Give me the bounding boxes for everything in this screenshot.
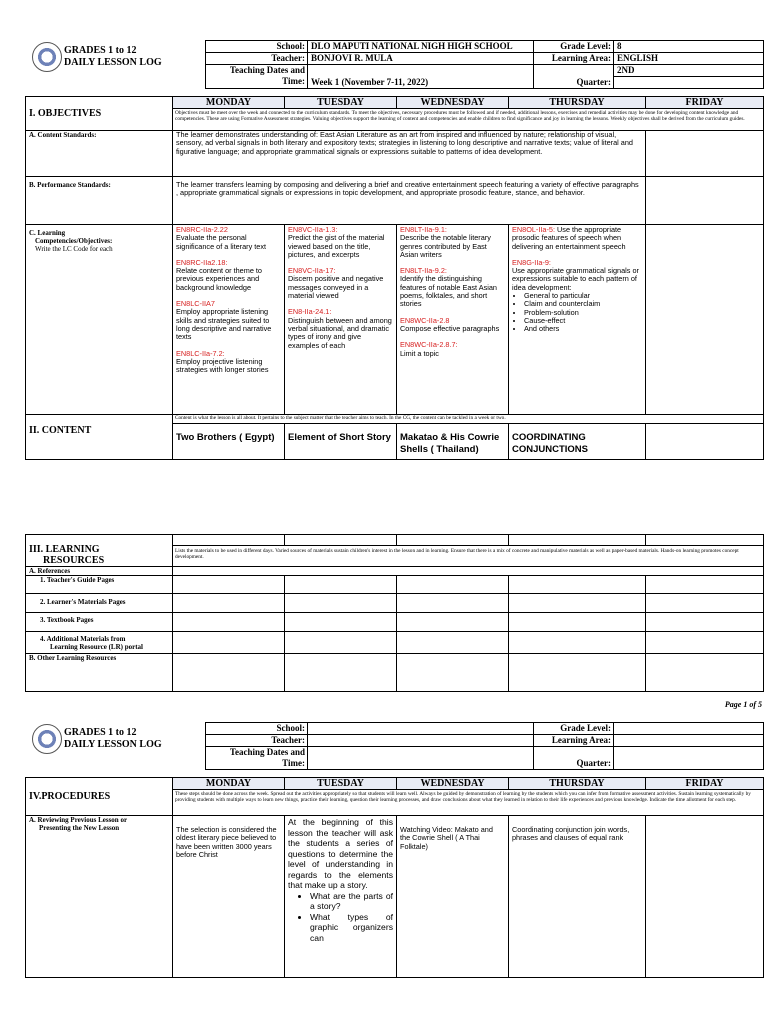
- objectives-note: Objectives must be meet over the week and connected to the curriculum standards. To meet the objectives, necessary procedures must be followed and if needed, additional lessons, exercises and remedial activities may be done for developing content knowledge and competencies. These are using Formative Assessment strategies. Valuing objectives support the learning of content and competencies and enable children to find significance and joy in learning the lessons. Weekly objectives shall be derived from the curriculum guides.: [173, 109, 764, 131]
- lc-text: Employ projective listening strategies with longer stories: [176, 356, 269, 375]
- procedures-note: These steps should be done across the week. Spread out the activities appropriately so that students will learn well. Always be guided by demonstration of learning by the students which you can infer from formative assessment activities. Sustain learning systematically by providing students with multiple ways to learn new things, practice their learning, question their learning processes, and draw conclusions about what they learned in relation to their life experiences and previous knowledge. Indicate the time allotment for each step.: [173, 790, 764, 816]
- procedures-title: IV.PROCEDURES: [26, 778, 173, 816]
- quarter-value: [614, 747, 764, 770]
- competencies-label: [26, 225, 173, 415]
- lc-code: EN8G-IIa-9:: [512, 257, 551, 267]
- dates-label-line2: Time:: [282, 76, 305, 86]
- lc-text: Discern positive and negative messages conveyed in a material viewed: [288, 274, 384, 301]
- day-wednesday: WEDNESDAY: [397, 97, 509, 109]
- content-monday: Two Brothers ( Egypt): [173, 424, 285, 460]
- content-note: Content is what the lesson is all about. It pertains to the subject matter that the teacher aims to teach. In the CG, the content can be tackled in a week or two.: [173, 415, 764, 424]
- list-item: • General to particular: [524, 292, 642, 300]
- learning-area-value: [614, 735, 764, 747]
- teacher-value: BONJOVI R. MULA: [308, 53, 534, 65]
- day-thursday: THURSDAY: [509, 778, 646, 790]
- teachers-guide-label: 1. Teacher's Guide Pages: [26, 576, 173, 594]
- day-thursday: THURSDAY: [509, 97, 646, 109]
- additional-materials-1: 4. Additional Materials from: [40, 635, 126, 643]
- review-questions-list: [288, 891, 393, 944]
- lc-text: Evaluate the personal significance of a literary text: [176, 233, 267, 251]
- lc-code: EN8WC-IIa-2.8.7:: [400, 340, 458, 350]
- performance-standards-text: The learner transfers learning by composing and delivering a brief and creative entertainment speech featuring a variety of effective paragraphs , appropriate grammatical signals or expressions in topic development, and appropriate prosodic feature, stance, and behavior.: [173, 177, 646, 225]
- log-label: DAILY LESSON LOG: [64, 739, 162, 750]
- content-standards-label: A. Content Standards:: [26, 131, 173, 177]
- resources-blank: [173, 535, 285, 546]
- dates-value: [308, 747, 534, 770]
- grade-level-label: Grade Level:: [534, 723, 614, 735]
- page-number: Page 1 of 5: [724, 700, 762, 709]
- resources-blank: [285, 535, 397, 546]
- lc-code: EN8RC-IIa-2.22: [176, 225, 228, 234]
- content-standards-text: The learner demonstrates understanding of: East Asian Literature as an art from inspired and influenced by nature; relationship of visual, sensory, ad verbal signals in both literary and expository texts; strategies in listening to long descriptive and narrative texts; value of literal and figurative language; and appropriate grammatical signals or expressions suitable to patterns of idea development.: [173, 131, 646, 177]
- grades-title: [64, 727, 162, 751]
- grades-title: [64, 45, 162, 69]
- header2-info-table: [205, 722, 764, 770]
- lc-code: EN8VC-IIa-1.3:: [288, 225, 338, 234]
- resources-blank: [509, 535, 646, 546]
- competencies-label-1: C. Learning: [29, 229, 66, 237]
- teacher-value: [308, 735, 534, 747]
- objectives-table: [25, 96, 764, 460]
- objectives-title: I. OBJECTIVES: [26, 97, 173, 131]
- content-friday: [646, 424, 764, 460]
- content-thursday: COORDINATING CONJUNCTIONS: [509, 424, 646, 460]
- lc-item: [512, 226, 642, 251]
- lc-code: EN8RC-IIa2.18:: [176, 257, 228, 267]
- dates-value: Week 1 (November 7-11, 2022): [308, 65, 534, 89]
- day-friday: FRIDAY: [646, 778, 764, 790]
- learners-materials-label: 2. Learner's Materials Pages: [26, 594, 173, 613]
- resources-blank: [397, 535, 509, 546]
- references-blank: [173, 567, 764, 576]
- performance-standards-label: B. Performance Standards:: [26, 177, 173, 225]
- dates-label-line1: Teaching Dates and: [229, 747, 305, 757]
- idea-patterns-list: [512, 292, 642, 333]
- quarter-value: 2ND: [614, 65, 764, 77]
- school-value: [308, 723, 534, 735]
- teacher-label: Teacher:: [206, 53, 308, 65]
- resources-title: [26, 535, 173, 567]
- content-title: II. CONTENT: [26, 415, 173, 460]
- log-label: DAILY LESSON LOG: [64, 57, 162, 68]
- lc-code: EN8LC-IIa-7.2:: [176, 348, 225, 358]
- lc-text: Limit a topic: [400, 348, 439, 358]
- references-label: A. References: [26, 567, 173, 576]
- school-label: School:: [206, 723, 308, 735]
- performance-standards-friday: [646, 177, 764, 225]
- day-monday: MONDAY: [173, 778, 285, 790]
- lc-text: Relate content or theme to previous experiences and background knowledge: [176, 266, 262, 292]
- lc-code: EN8VC-IIa-17:: [288, 266, 336, 276]
- lc-code: EN8-IIa-24.1:: [288, 307, 332, 317]
- competencies-thursday: [509, 225, 646, 415]
- lc-code: EN8WC-IIa-2.8: [400, 315, 450, 325]
- additional-materials-label: [26, 632, 173, 654]
- review-friday: [646, 816, 764, 978]
- lc-code: EN8LC-IIA7: [176, 299, 215, 309]
- lc-text: Identify the distinguishing features of notable East Asian poems, folktales, and short stories: [400, 274, 497, 309]
- competencies-label-3: Write the LC Code for each: [35, 245, 113, 253]
- review-lesson-label: [26, 816, 173, 978]
- resources-title-1: III. LEARNING: [29, 544, 100, 555]
- content-standards-friday: [646, 131, 764, 177]
- review-tuesday-text: At the beginning of this lesson the teacher will ask the students a series of questions to determine the level of understanding in regards to the elements that make up a story.: [288, 817, 393, 890]
- review-wednesday: Watching Video: Makato and the Cowrie Shell ( A Thai Folktale): [397, 816, 509, 978]
- review-thursday: Coordinating conjunction join words, phrases and clauses of equal rank: [509, 816, 646, 978]
- learning-area-label: Learning Area:: [534, 53, 614, 65]
- lc-text: Predict the gist of the material viewed based on the title, pictures, and excerpts: [288, 233, 385, 259]
- review-lesson-label-2: Presenting the New Lesson: [39, 824, 120, 832]
- lc-text: Distinguish between and among verbal situational, and dramatic types of irony and give examples of each: [288, 315, 392, 350]
- resources-blank: [646, 535, 764, 546]
- learning-area-label: Learning Area:: [534, 735, 614, 747]
- list-item: • Cause-effect: [524, 317, 642, 325]
- grades-label: GRADES 1 to 12: [64, 727, 137, 738]
- content-tuesday: Element of Short Story: [285, 424, 397, 460]
- competencies-friday: [646, 225, 764, 415]
- lc-text: Employ appropriate listening skills and strategies suited to long descriptive and narrative texts: [176, 307, 272, 342]
- quarter-label: Quarter:: [534, 65, 614, 89]
- day-tuesday: TUESDAY: [285, 778, 397, 790]
- lc-code: EN8LT-IIa-9.1:: [400, 225, 447, 234]
- grades-label: GRADES 1 to 12: [64, 45, 137, 56]
- resources-table: [25, 534, 764, 692]
- list-item: • What types of graphic organizers can: [310, 912, 393, 944]
- school-value: DLO MAPUTI NATIONAL NIGH HIGH SCHOOL: [308, 41, 534, 53]
- additional-materials-2: Learning Resource (LR) portal: [50, 643, 143, 651]
- competencies-monday: [173, 225, 285, 415]
- review-monday: The selection is considered the oldest literary piece believed to have been written 3000 years before Christ: [173, 816, 285, 978]
- dates-label-line1: Teaching Dates and: [229, 65, 305, 75]
- grade-level-label: Grade Level:: [534, 41, 614, 53]
- content-wednesday: Makatao & His Cowrie Shells ( Thailand): [397, 424, 509, 460]
- dates-label-line2: Time:: [282, 758, 305, 768]
- dates-label: [206, 747, 308, 770]
- resources-note: Lists the materials to be used in different days. Varied sources of materials sustain children's interest in the lesson and in learning. Ensure that there is a mix of concrete and manipulative materials as well as paper-based materials. Hands-on learning promotes concept development.: [173, 545, 764, 566]
- lc-text: Describe the notable literary genres contributed by East Asian writers: [400, 233, 491, 259]
- quarter-label: Quarter:: [534, 747, 614, 770]
- competencies-tuesday: [285, 225, 397, 415]
- review-lesson-label-1: A. Reviewing Previous Lesson or: [29, 816, 128, 824]
- lc-text: Use appropriate grammatical signals or expressions suitable to each pattern of idea development:: [512, 266, 639, 292]
- quarter-blank: [614, 77, 764, 89]
- deped-seal-icon: [32, 724, 62, 754]
- school-label: School:: [206, 41, 308, 53]
- resources-title-2: RESOURCES: [43, 555, 105, 566]
- day-friday: FRIDAY: [646, 97, 764, 109]
- list-item: • And others: [524, 325, 642, 333]
- procedures-table: [25, 777, 764, 978]
- teacher-label: Teacher:: [206, 735, 308, 747]
- lc-text: Use the appropriate prosodic features of speech when delivering an entertainment speech: [512, 225, 626, 251]
- lc-code: EN8LT-IIa-9.2:: [400, 266, 447, 276]
- day-wednesday: WEDNESDAY: [397, 778, 509, 790]
- deped-seal-icon: [32, 42, 62, 72]
- review-tuesday: [285, 816, 397, 978]
- day-tuesday: TUESDAY: [285, 97, 397, 109]
- list-item: • What are the parts of a story?: [310, 891, 393, 912]
- header-info-table: [205, 40, 764, 89]
- lc-code: EN8OL-IIa-5:: [512, 225, 555, 234]
- grade-level-value: 8: [614, 41, 764, 53]
- grade-level-value: [614, 723, 764, 735]
- list-item: • Claim and counterclaim: [524, 300, 642, 308]
- other-resources-label: B. Other Learning Resources: [26, 654, 173, 692]
- day-monday: MONDAY: [173, 97, 285, 109]
- list-item: • Problem-solution: [524, 309, 642, 317]
- textbook-label: 3. Textbook Pages: [26, 613, 173, 632]
- competencies-label-2: Competencies/Objectives:: [35, 237, 113, 245]
- lc-text: Compose effective paragraphs: [400, 323, 500, 333]
- dates-label: [206, 65, 308, 89]
- competencies-wednesday: [397, 225, 509, 415]
- learning-area-value: ENGLISH: [614, 53, 764, 65]
